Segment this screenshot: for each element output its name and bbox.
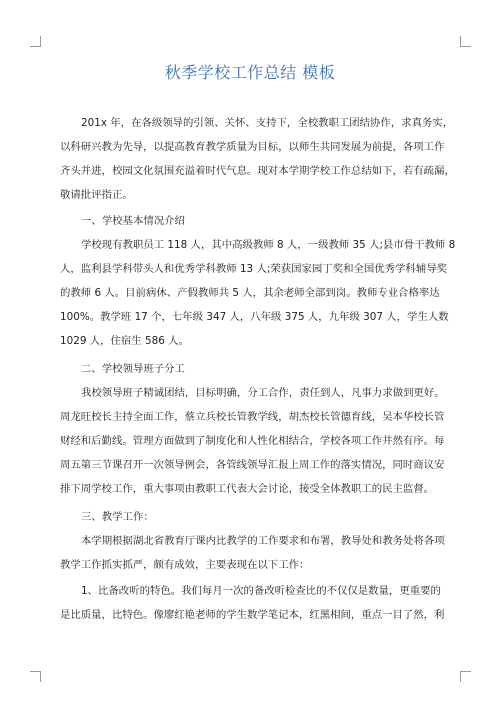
body-line: 财经和后勤线。管理方面做到了制度化和人性化相结合，学校各项工作井然有序。每 bbox=[60, 435, 445, 447]
crop-mark-bottom-left bbox=[30, 671, 41, 682]
body-line: 周龙旺校长主持全面工作，蔡立兵校长管教学线，胡杰校长管德育线，吴本华校长管 bbox=[60, 411, 445, 423]
body-line: 教学工作抓实抓严，颇有成效，主要表现在以下工作： bbox=[60, 559, 310, 571]
body-line: 周五第三节课召开一次领导例会，各管线领导汇报上周工作的落实情况，同时商议安 bbox=[60, 459, 445, 471]
body-line: 1029 人，住宿生 586 人。 bbox=[60, 335, 189, 347]
section-heading: 三、教学工作： bbox=[81, 511, 154, 523]
body-line: 齐头并进，校园文化氛围充溢着时代气息。现对本学期学校工作总结如下，若有疏漏， bbox=[60, 165, 455, 177]
body-line: 是比质量，比特色。像廖红艳老师的学生数学笔记本，红黑相间，重点一目了然，利 bbox=[60, 609, 445, 621]
body-line: 排下周学校工作，重大事项由教职工代表大会讨论，接受全体教职工的民主监督。 bbox=[60, 483, 435, 495]
body-line: 以科研兴教为先导，以提高教育教学质量为目标，以师生共同发展为前提，各项工作 bbox=[60, 141, 445, 153]
body-line: 201x 年，在各级领导的引领、关怀、支持下，全校教职工团结协作，求真务实， bbox=[81, 117, 454, 129]
body-line: 我校领导班子精诚团结，目标明确，分工合作，责任到人，凡事力求做到更好。 bbox=[81, 387, 445, 399]
body-line: 敬请批评指正。 bbox=[60, 189, 133, 201]
body-line: 100%。教学班 17 个，七年级 347 人，八年级 375 人，九年级 307 人，学生人数 bbox=[60, 311, 449, 323]
crop-mark-top-left bbox=[30, 36, 41, 47]
body-line: 本学期根据湖北省教育厅课内比教学的工作要求和布署，教导处和教务处将各项 bbox=[81, 535, 445, 547]
body-line: 的教师 6 人。目前病休、产假教师共 5 人，其余老师全部到岗。教师专业合格率达 bbox=[60, 287, 440, 299]
section-heading: 二、学校领导班子分工 bbox=[81, 363, 185, 375]
crop-mark-bottom-right bbox=[460, 671, 471, 682]
body-line: 1、比备改听的特色。我们每月一次的备改听检查比的不仅仅是数量，更重要的 bbox=[81, 585, 441, 597]
section-heading: 一、学校基本情况介绍 bbox=[81, 215, 185, 227]
body-line: 学校现有教职员工 118 人，其中高级教师 8 人，一级教师 35 人;县市骨干教师 8 bbox=[81, 239, 456, 251]
document-title: 秋季学校工作总结 模板 bbox=[164, 63, 336, 82]
crop-mark-top-right bbox=[460, 36, 471, 47]
body-line: 人，监利县学科带头人和优秀学科教师 13 人;荣获国家园丁奖和全国优秀学科辅导奖 bbox=[60, 263, 447, 275]
